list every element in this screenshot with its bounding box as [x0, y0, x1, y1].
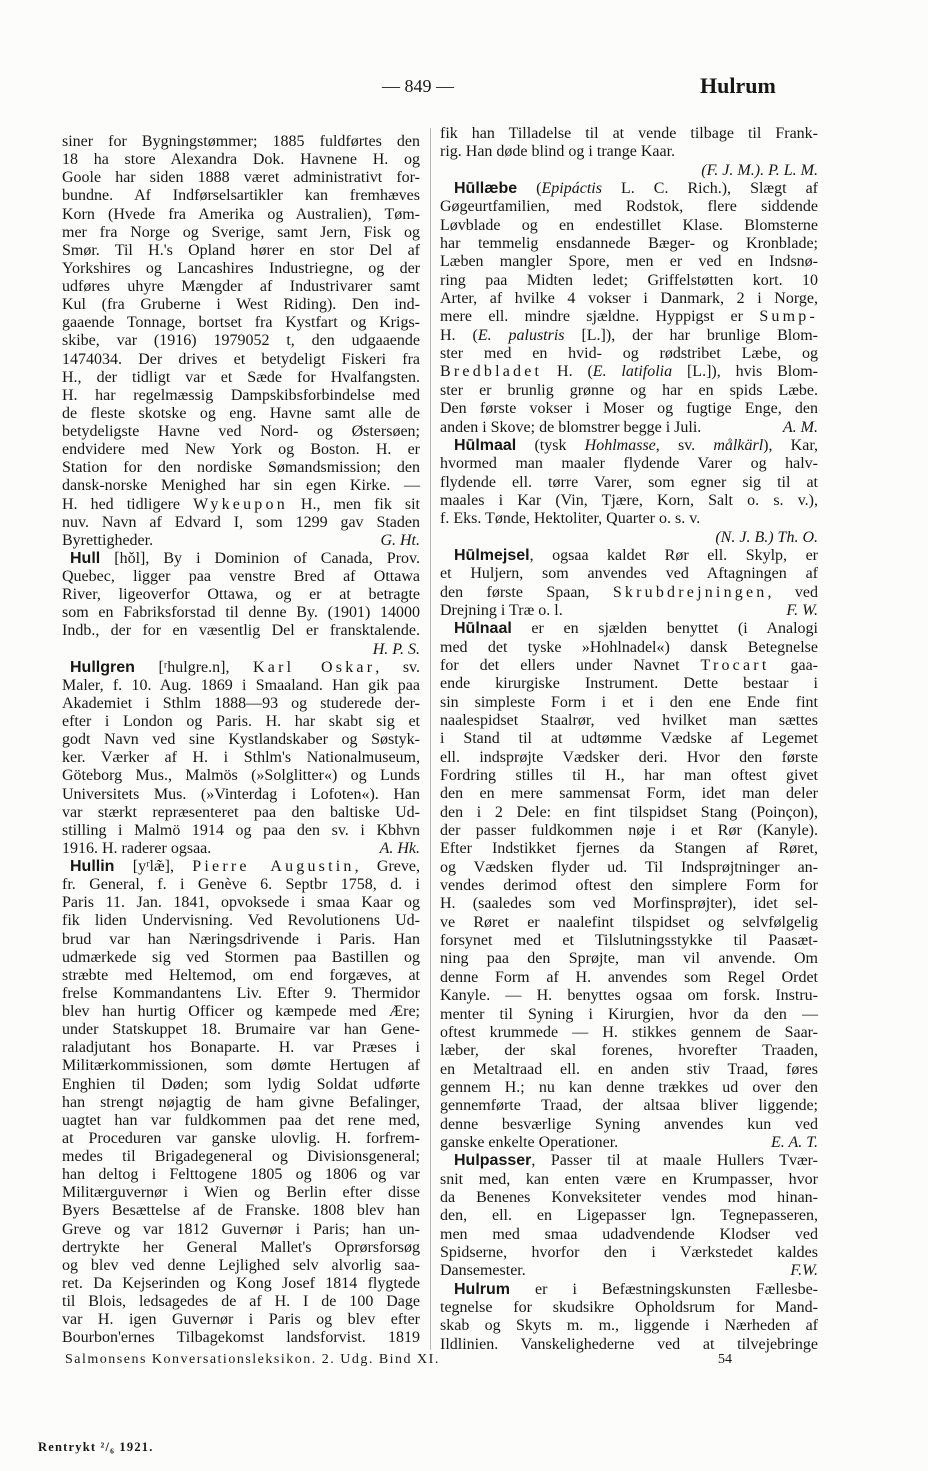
line-text [454, 1152, 818, 1169]
text-line: under Statskuppet 18. Brumaire var han Gene- [62, 1021, 420, 1039]
text-line: Den første vokser i Moser og fugtige Enge, den [440, 400, 818, 418]
text-line: Universitets Mus. (»Vinterdag i Lofoten«). Han [62, 785, 420, 803]
italic-text: E. latifolia [592, 363, 673, 381]
text-run: , ogsaa kaldet Rør ell. Skylp, er [529, 546, 818, 564]
text-line: ring paa Midten ledet; Griffelstøtten kort. 10 [440, 271, 818, 289]
headword: Hūlmaal [454, 436, 517, 454]
text-line: medes til Brigadegeneral og Divisionsgeneral; [62, 1148, 420, 1165]
spaced-text: Bredbladet [440, 363, 543, 381]
line-text [70, 659, 420, 676]
text-line [440, 1134, 818, 1152]
text-line: gennemførte Traad, der altsaa bliver liggende; [440, 1097, 818, 1115]
text-line: i Stand til at udtømme Vædske af Legemet [440, 730, 818, 748]
text-line [62, 550, 420, 568]
text-line: Læben mangler Spore, men er ved en Indsnø- [440, 253, 818, 271]
text-line: udmærkede sig ved Stormen paa Bastillen og [62, 948, 420, 966]
text-line: den en mere sammensat Form, idet man deler [440, 785, 818, 803]
text-run: Byrettigheder. [62, 531, 154, 549]
text-line: bundne. Af Indførselsartikler kan fremhæves [62, 187, 420, 205]
text-line: ster er brunlig grønne og har en spids Læbe. [440, 381, 818, 399]
headword: Hullgren [70, 658, 135, 676]
text-line: endvidere med New York og Boston. H. er [62, 441, 420, 459]
text-line: ning paa den Sprøjte, man vil anvende. Om [440, 950, 818, 968]
text-line: fik liden Undervisning. Ved Revolutionens Ud- [62, 912, 420, 930]
text-line [62, 840, 420, 858]
text-line: han strengt nøjagtig de ham givne Befalinger, [62, 1093, 420, 1111]
text-run: , sv. [375, 658, 421, 676]
text-line: denne besværlige Syning anvendes kun ved [440, 1115, 818, 1133]
text-line: den, ell. en Ligepasser lgn. Tegnepasseren, [440, 1207, 818, 1225]
column-divider [430, 128, 431, 1350]
text-line: Greve og var 1812 Guvernør i Paris; han un- [62, 1220, 420, 1238]
author-signature: A. M. [782, 418, 818, 436]
sheet-number: 54 [718, 1352, 732, 1367]
text-line: efter i London og Paris. H. har skabt sig et [62, 713, 420, 730]
text-line: Station for den nordiske Sømandsmission; den [62, 459, 420, 477]
text-line [440, 657, 818, 675]
text-line: ster med en hvid- og rødstribet Læbe, og [440, 345, 818, 363]
text-run: H. ( [542, 363, 593, 381]
text-line: fik han Tilladelse til at vende tilbage til Frank- [440, 125, 818, 142]
line-text [440, 1134, 618, 1152]
text-line: gaaende Tonnage, bortset fra Kystfart og Krigs- [62, 314, 420, 332]
author-signature: G. Ht. [380, 531, 420, 549]
text-line: Kul (fra Gruberne i West Riding). Den ind- [62, 296, 420, 314]
italic-text: E. palustris [477, 326, 565, 344]
author-signature: A. Hk. [379, 839, 420, 857]
text-line: som en Fabriksforstad til denne By. (1901) 14000 [62, 604, 420, 622]
text-line: var H. igen Guvernør i Paris og blev efter [62, 1311, 420, 1329]
text-line [62, 858, 420, 876]
text-line: med det tyske »Hohlnadel«) dansk Betegnelse [440, 638, 818, 656]
text-line: Yorkshires og Lancashires Industriegne, og der [62, 259, 420, 277]
text-line: mer fra Norge og Sverige, samt Jern, Fisk og [62, 223, 420, 241]
text-line: uagtet han var fuldkommen paa det rene med, [62, 1111, 420, 1129]
text-line [440, 547, 818, 565]
left-column [62, 133, 420, 1347]
text-run: er i Befæstningskunsten Fællesbe- [510, 1280, 818, 1298]
text-line: Goole har siden 1888 været administrativt for- [62, 169, 420, 187]
italic-text: målkärl [713, 436, 764, 454]
text-line: skab og Skyts m. m., liggende i Nærheden af [440, 1317, 818, 1335]
text-line [440, 529, 818, 547]
text-run: ganske enkelte Operationer. [440, 1133, 619, 1151]
spaced-text: Karl Oskar [253, 658, 376, 676]
text-line: ell. indsprøjte Vædsker deri. Hvor den første [440, 748, 818, 766]
text-line [440, 419, 818, 437]
text-line: Efter Indstikket fjernes da Stangen af Røret, [440, 840, 818, 858]
line-text [454, 1281, 818, 1298]
italic-text: Hohlmasse [584, 436, 656, 454]
text-line: og Vædsken flyder ud. Til Indsprøjtninger an- [440, 858, 818, 876]
text-run: den første Spaan, [440, 583, 613, 601]
line-text [454, 180, 818, 197]
text-line: Maler, f. 10. Aug. 1869 i Smaaland. Han gik paa [62, 676, 420, 694]
text-line: frelse Kommandantens Liv. Efter 9. Thermidor [62, 984, 420, 1002]
text-run: [hǒl], By i Dominion of Canada, Prov. [100, 549, 420, 567]
text-line: Indb., der for en væsentlig Del er fransktalende. [62, 622, 420, 640]
headword: Hūllæbe [454, 180, 518, 198]
headword: Hūlnaal [454, 620, 512, 638]
text-line: godt Navn ved sine Kystlandskaber og Søstyk- [62, 731, 420, 749]
text-line [62, 496, 420, 514]
text-line [440, 1281, 818, 1299]
text-line: der passer fuldkommen nøje i et Rør (Kanyle). [440, 822, 818, 840]
line-text [454, 437, 818, 454]
author-signature: F.W. [790, 1262, 818, 1280]
text-line: sin simpleste Form i et i den ene Ende fint [440, 693, 818, 711]
text-line: blev han hurtig Officer og kæmpede med Ære; [62, 1003, 420, 1020]
author-signature: E. A. T. [771, 1133, 818, 1151]
text-run: anden i Skove; de blomstrer begge i Juli. [440, 418, 702, 436]
author-signature: (N. J. B.) Th. O. [715, 528, 818, 546]
text-line: Bourbon'ernes Tilbagekomst landsforvist. 1819 [62, 1329, 420, 1347]
text-line [440, 584, 818, 602]
text-line: stræbte med Heltemod, om end forgæves, at [62, 966, 420, 984]
text-run: [L.]), der har brunlige Blom- [564, 326, 818, 344]
headword: Hūlmejsel [454, 546, 530, 564]
text-line [62, 659, 420, 677]
text-run: Drejning i Træ o. l. [440, 601, 563, 619]
text-run: 1916. H. raderer ogsaa. [62, 839, 212, 857]
text-run: [yʳlæ̃], [114, 858, 193, 875]
text-run: ), Kar, [763, 436, 819, 454]
text-run: H., men fik sit [287, 495, 421, 513]
spaced-text: Skrubdrejningen [612, 583, 768, 601]
author-signature: (F. J. M.). P. L. M. [701, 161, 818, 179]
text-line: Gøgeurtfamilien, med Rodstok, flere siddende [440, 198, 818, 216]
right-column [440, 125, 818, 1354]
text-line: ret. Da Kejserinden og Kong Josef 1814 flygtede [62, 1274, 420, 1292]
text-line: ker. Værker af H. i Sthlm's Nationalmuseum, [62, 749, 420, 767]
line-text [62, 496, 420, 513]
text-run: ( [517, 180, 542, 198]
text-line: den i 2 Dele: en fint tilspidset Stang (Poinçon), [440, 803, 818, 821]
text-line: læber, der skal forenes, hvorefter Traaden, [440, 1042, 818, 1060]
text-line: stilling i Malmö 1914 og paa den sv. i Kbhvn [62, 821, 420, 839]
text-line: udføres uhyre Mængder af Industrivarer samt [62, 278, 420, 295]
text-line: til Blois, ledsagedes de af H. I de 100 Dage [62, 1293, 420, 1310]
text-line: Spidserne, hvorfor den i Værkstedet kaldes [440, 1243, 818, 1261]
text-run: gaa- [769, 656, 819, 674]
text-line: ve Røret er naalefint tilspidset og selvfølgelig [440, 913, 818, 931]
text-run: rig. Han døde blind og i trange Kaar. [440, 143, 676, 161]
spaced-text: Pierre Augustin [192, 858, 355, 875]
line-text [440, 510, 700, 527]
text-line: snit med, kan enten være en Krumpasser, hvor [440, 1170, 818, 1188]
text-line: Akademiet i Sthlm 1888—93 og studerede der- [62, 694, 420, 712]
spaced-text: Trocart [700, 656, 770, 674]
headword: Hulpasser [454, 1152, 532, 1170]
text-line [440, 510, 818, 528]
text-line: da Benenes Konveksiteter vendes mod hinan- [440, 1188, 818, 1206]
line-text [440, 308, 818, 325]
text-line: var stærkt repræsenteret paa den baltiske Ud- [62, 803, 420, 821]
line-text [440, 363, 818, 380]
author-signature: F. W. [786, 601, 818, 619]
text-run: , sv. [655, 436, 714, 454]
publication-footer: Salmonsens Konversationsleksikon. 2. Udg. Bind XI. [65, 1352, 440, 1367]
text-run: , Greve, [354, 858, 420, 875]
text-line: Korn (Hvede fra Amerika og Australien), Tøm- [62, 205, 420, 223]
text-line: fr. General, f. i Genève 6. Septbr 1758, d. i [62, 876, 420, 894]
line-text [440, 584, 818, 601]
text-line [440, 180, 818, 198]
text-line: dertrykte her General Mallet's Oprørsforsøg [62, 1238, 420, 1256]
text-line: Quebec, ligger paa venstre Bred af Ottawa [62, 568, 420, 585]
text-line: 18 ha store Alexandra Dok. Havnene H. og [62, 151, 420, 169]
text-line: Militærkommissionen, som dømte Hertugen af [62, 1057, 420, 1075]
text-line: Arter, af hvilke 4 vokser i Danmark, 2 i Norge, [440, 290, 818, 308]
text-line: hvormed man maaler flydende Varer og halv- [440, 455, 818, 473]
text-line [440, 143, 818, 161]
text-line: han deltog i Felttogene 1805 og 1806 og var [62, 1166, 420, 1184]
text-line [440, 1152, 818, 1170]
text-line: ende kirurgiske Instrument. Dette bestaar i [440, 675, 818, 693]
text-run: , ved [767, 583, 818, 601]
text-line: H. har regelmæssig Dampskibsforbindelse med [62, 386, 420, 404]
line-text [62, 840, 211, 858]
text-line: flydende ell. tørre Varer, som egner sig til at [440, 473, 818, 491]
line-text [440, 327, 818, 344]
text-run: , Passer til at maale Hullers Tvær- [531, 1152, 818, 1170]
text-run: Dansemester. [440, 1262, 526, 1280]
text-line: H. (saaledes som ved Morfinsprøjter), idet sel- [440, 895, 818, 913]
text-line: betydeligste Havne ved Nord- og Østersøen; [62, 423, 420, 440]
text-line: naalespidset Staalrør, ved hvilket man sættes [440, 712, 818, 729]
text-line [440, 437, 818, 455]
text-line [440, 162, 818, 180]
text-line [62, 641, 420, 659]
text-run: (tysk [516, 436, 585, 454]
reprint-note: Rentrykt ²/₆ 1921. [38, 1440, 154, 1454]
text-line: at Proceduren var ganske ulovlig. H. forfrem- [62, 1129, 420, 1147]
text-line: 1474034. Der drives et betydeligt Fiskeri fra [62, 350, 420, 368]
text-line: raladjutant hos Bonaparte. H. var Præses i [62, 1039, 420, 1057]
text-run: L. C. Rich.), Slægt af [601, 180, 819, 198]
text-line [440, 363, 818, 381]
spaced-text: Sump- [759, 308, 818, 326]
line-text [440, 1262, 526, 1280]
line-text [440, 602, 563, 620]
text-run: H. hed tidligere [62, 495, 194, 513]
text-line: oftest krummede — H. stikkes gennem de Saar- [440, 1023, 818, 1041]
text-run: for det ellers under Navnet [440, 656, 701, 674]
text-line: tegnelse for skudsikre Opholdsrum for Mand- [440, 1299, 818, 1316]
text-line: og blev ved denne Lejlighed selv alvorlig saa- [62, 1256, 420, 1274]
text-line: Kanyle. — H. benyttes ogsaa om forsk. Instru- [440, 987, 818, 1005]
line-text [62, 532, 153, 550]
text-line: skibe, var (1916) 1979052 t, den udgaaende [62, 332, 420, 350]
line-text [70, 550, 420, 567]
text-line: siner for Bygningstømmer; 1885 fuldførtes den [62, 133, 420, 150]
text-line: denne Form af H. anvendes som Regel Ordet [440, 968, 818, 986]
text-line: men med smaa udadvendende Klodser ved [440, 1225, 818, 1243]
text-line [62, 532, 420, 550]
text-line: Göteborg Mus., Malmös (»Solglitter«) og Lunds [62, 767, 420, 785]
page-number: — 849 — [382, 76, 454, 96]
text-run: H. ( [440, 326, 478, 344]
text-line [440, 308, 818, 326]
line-text [70, 858, 420, 875]
text-line [440, 327, 818, 345]
text-line: en Metaltraad ell. en anden stiv Traad, føres [440, 1060, 818, 1078]
text-line: Byers Besættelse af de Franske. 1808 blev han [62, 1202, 420, 1220]
author-signature: H. P. S. [372, 640, 420, 658]
text-line: de fleste skotske og eng. Havne samt alle de [62, 404, 420, 422]
text-line [440, 620, 818, 638]
text-line: H., der tidligt var et Sæde for Hvalfangsten. [62, 368, 420, 386]
text-line: River, ligeoverfor Ottawa, og er at betragte [62, 586, 420, 604]
text-line: maales i Kar (Vin, Tjære, Korn, Salt o. s. v.), [440, 491, 818, 509]
line-text [440, 419, 701, 437]
line-text [454, 620, 818, 637]
text-line: gennem H.; nu kan denne trækkes ud over den [440, 1078, 818, 1096]
text-run: [ʳhulgre.n], [134, 658, 254, 676]
text-run: [L.]), hvis Blom- [672, 363, 818, 381]
text-line [440, 602, 818, 620]
text-line: Paris 11. Jan. 1841, opvoksede i smaa Kaar og [62, 894, 420, 912]
text-run: f. Eks. Tønde, Hektoliter, Quarter o. s. v. [440, 510, 701, 528]
line-text [440, 657, 818, 674]
line-text [440, 143, 675, 160]
text-run: er en sjælden benyttet (i Analogi [511, 620, 818, 638]
text-run: mere ell. mindre sjældne. Hyppigst er [440, 308, 760, 326]
headword: Hull [70, 549, 101, 567]
text-line: Ildlinien. Vanskelighederne ved at tilvejebringe [440, 1335, 818, 1353]
headword: Hullin [70, 858, 115, 875]
text-line: menter til Syning i Kirurgien, hvor da den — [440, 1005, 818, 1023]
text-line: dansk-norske Menighed har sin egen Kirke. — [62, 477, 420, 495]
text-line: forsynet med et Tilslutningsstykke til Paasæt- [440, 932, 818, 950]
text-line: Løvblade og en endestillet Klase. Blomsterne [440, 216, 818, 234]
text-line: Enghien til Døden; som lydig Soldat udførte [62, 1075, 420, 1093]
text-line: Smør. Til H.'s Opland hører en stor Del af [62, 241, 420, 259]
running-head: Hulrum [700, 73, 776, 98]
text-line: Militærguvernør i Wien og Berlin efter disse [62, 1184, 420, 1202]
text-line: et Huljern, som anvendes ved Aftagningen af [440, 565, 818, 583]
spaced-text: Wykeupon [193, 495, 288, 513]
text-line: brud var han Næringsdrivende i Paris. Han [62, 930, 420, 948]
text-line [440, 1262, 818, 1280]
text-line: vendes derimod oftest den simplere Form for [440, 877, 818, 895]
text-line: nuv. Navn af Edvard I, som 1299 gav Staden [62, 513, 420, 531]
italic-text: Epipáctis [541, 180, 602, 198]
headword: Hulrum [454, 1280, 510, 1298]
line-text [454, 547, 818, 564]
text-line: har temmelig ensdannede Bæger- og Kronblade; [440, 235, 818, 253]
text-line: Fordring stilles til H., har man oftest givet [440, 767, 818, 785]
